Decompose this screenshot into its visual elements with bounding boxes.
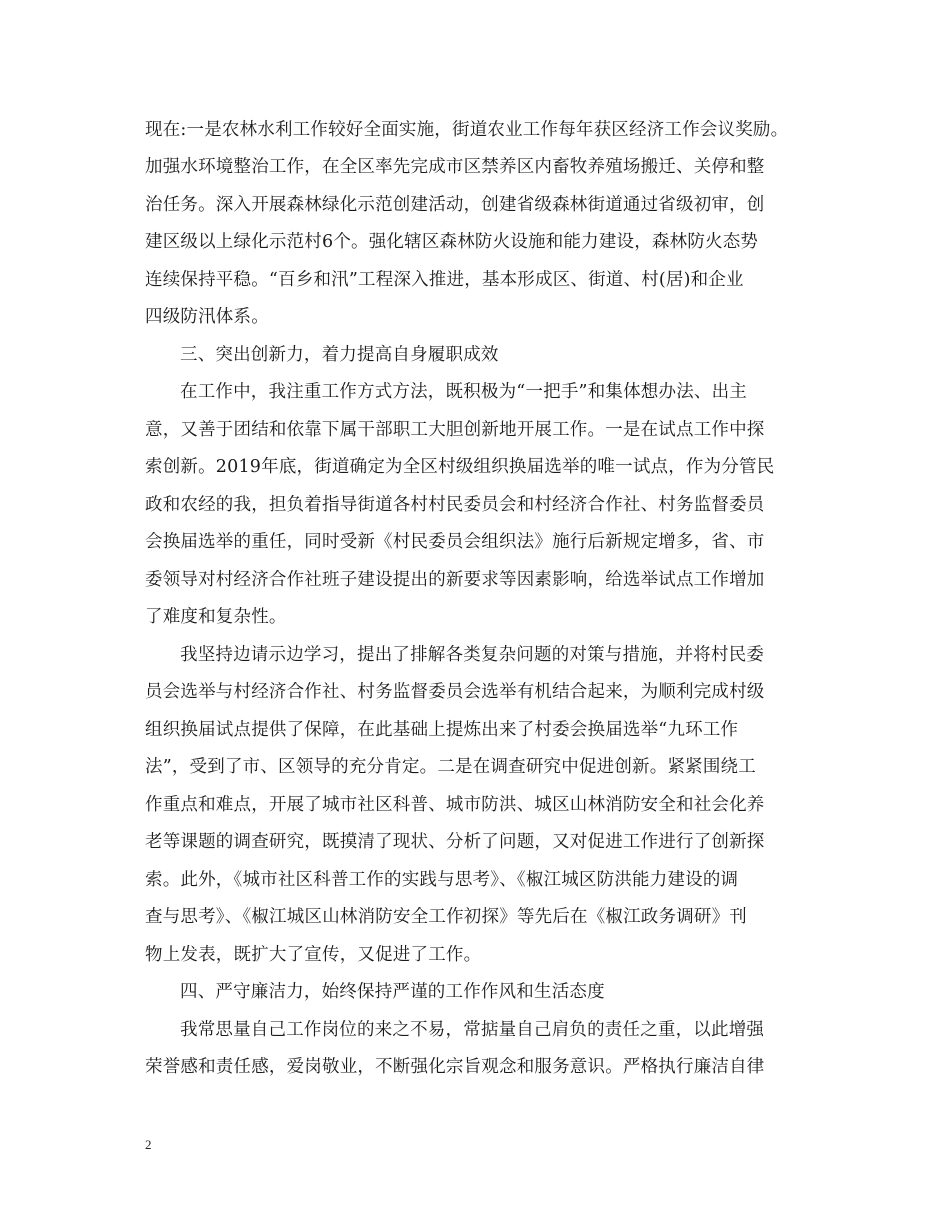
page-number: 2 [145,1137,152,1152]
text-line: 索。此外，《城市社区科普工作的实践与思考》、《椒江城区防洪能力建设的调 [145,870,739,890]
text-line: 现在:一是农林水利工作较好全面实施，街道农业工作每年获区经济工作会议奖励。 [145,120,789,140]
text-line: 查与思考》、《椒江城区山林消防安全工作初探》等先后在《椒江政务调研》刊 [145,907,747,927]
text-line: 法”，受到了市、区领导的充分肯定。二是在调查研究中促进创新。紧紧围绕工 [145,757,756,777]
text-line: 我坚持边请示边学习，提出了排解各类复杂问题的对策与措施，并将村民委 [180,645,765,665]
text-line: 员会选举与村经济合作社、村务监督委员会选举有机结合起来，为顺利完成村级 [145,682,765,702]
text-line: 治任务。深入开展森林绿化示范创建活动，创建省级森林街道通过省级初审，创 [145,195,765,215]
text-line: 物上发表，既扩大了宣传，又促进了工作。 [145,945,482,965]
section-heading: 三、突出创新力，着力提高自身履职成效 [180,345,499,365]
text-line: 加强水环境整治工作，在全区率先完成市区禁养区内畜牧养殖场搬迁、关停和整 [145,157,765,177]
text-line: 意，又善于团结和依靠下属干部职工大胆创新地开展工作。一是在试点工作中探 [145,420,765,440]
text-line: 委领导对村经济合作社班子建设提出的新要求等因素影响，给选举试点工作增加 [145,570,765,590]
text-line: 荣誉感和责任感，爱岗敬业，不断强化宗旨观念和服务意识。严格执行廉洁自律 [145,1057,765,1077]
text-line: 连续保持平稳。“百乡和汛”工程深入推进，基本形成区、街道、村(居)和企业 [145,270,744,290]
text-line: 建区级以上绿化示范村6个。强化辖区森林防火设施和能力建设，森林防火态势 [145,232,759,252]
text-line: 我常思量自己工作岗位的来之不易，常掂量自己肩负的责任之重，以此增强 [180,1020,765,1040]
text-line: 在工作中，我注重工作方式方法，既积极为“一把手”和集体想办法、出主 [180,382,747,402]
text-line: 政和农经的我，担负着指导街道各村村民委员会和村经济合作社、村务监督委员 [145,495,765,515]
text-line: 组织换届试点提供了保障，在此基础上提炼出来了村委会换届选举“九环工作 [145,720,739,740]
section-heading: 四、严守廉洁力，始终保持严谨的工作作风和生活态度 [180,982,605,1002]
text-line: 四级防汛体系。 [145,307,269,327]
text-line: 会换届选举的重任，同时受新《村民委员会组织法》施行后新规定增多，省、市 [145,532,765,552]
text-line: 作重点和难点，开展了城市社区科普、城市防洪、城区山林消防安全和社会化养 [145,795,765,815]
text-line: 索创新。2019年底，街道确定为全区村级组织换届选举的唯一试点，作为分管民 [145,457,775,477]
text-line: 了难度和复杂性。 [145,607,287,627]
text-line: 老等课题的调查研究，既摸清了现状、分析了问题，又对促进工作进行了创新探 [145,832,765,852]
